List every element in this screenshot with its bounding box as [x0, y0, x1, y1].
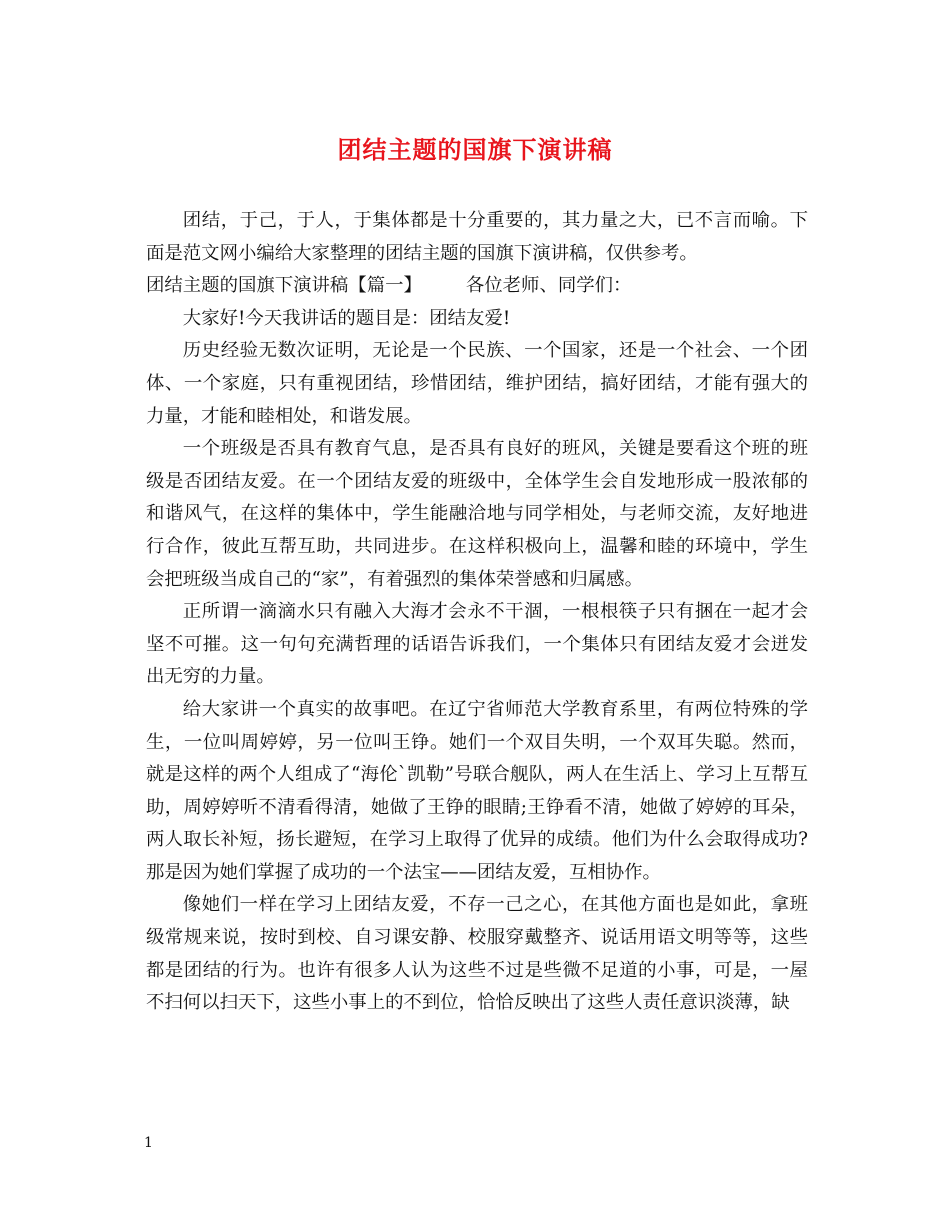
section-heading: 团结主题的国旗下演讲稿【篇一】	[146, 275, 422, 297]
intro-paragraph: 团结，于己，于人，于集体都是十分重要的，其力量之大，已不言而喻。下面是范文网小编给大家整理的团结主题的国旗下演讲稿，仅供参考。	[146, 210, 808, 264]
body-paragraph-1: 大家好!今天我讲话的题目是：团结友爱!	[182, 307, 511, 329]
document-body	[146, 205, 808, 1020]
body-paragraph-3: 一个班级是否具有教育气息，是否具有良好的班风，关键是要看这个班的班级是否团结友爱。在一个团结友爱的班级中，全体学生会自发地形成一股浓郁的和谐风气，在这样的集体中，学生能融洽地与同学相处，与老师交流，友好地进行合作，彼此互帮互助，共同进步。在这样积极向上，温馨和睦的环境中，学生会把班级当成自己的“家”，有着强烈的集体荣誉感和归属感。	[146, 438, 808, 590]
page-number: 1	[144, 1135, 153, 1151]
body-paragraph-6: 像她们一样在学习上团结友爱，不存一己之心，在其他方面也是如此，拿班级常规来说，按时到校、自习课安静、校服穿戴整齐、说话用语文明等等，这些都是团结的行为。也许有很多人认为这些不过是些微不足道的小事，可是，一屋不扫何以扫天下，这些小事上的不到位，恰恰反映出了这些人责任意识淡薄，缺	[146, 894, 808, 1014]
section-heading-line	[146, 270, 808, 303]
body-paragraph-5: 给大家讲一个真实的故事吧。在辽宁省师范大学教育系里，有两位特殊的学生，一位叫周婷婷，另一位叫王铮。她们一个双目失明，一个双耳失聪。然而，就是这样的两个人组成了“海伦`凯勒”号联合舰队，两人在生活上、学习上互帮互助，周婷婷听不清看得清，她做了王铮的眼睛;王铮看不清，她做了婷婷的耳朵，两人取长补短，扬长避短，在学习上取得了优异的成绩。他们为什么会取得成功?那是因为她们掌握了成功的一个法宝——团结友爱，互相协作。	[146, 698, 808, 883]
salutation: 各位老师、同学们：	[465, 275, 632, 297]
body-paragraph-4: 正所谓一滴滴水只有融入大海才会永不干涸，一根根筷子只有捆在一起才会坚不可摧。这一句句充满哲理的话语告诉我们，一个集体只有团结友爱才会迸发出无穷的力量。	[146, 601, 808, 688]
document-title: 团结主题的国旗下演讲稿	[337, 135, 613, 164]
body-paragraph-2: 历史经验无数次证明，无论是一个民族、一个国家，还是一个社会、一个团体、一个家庭，只有重视团结，珍惜团结，维护团结，搞好团结，才能有强大的力量，才能和睦相处，和谐发展。	[146, 340, 808, 427]
